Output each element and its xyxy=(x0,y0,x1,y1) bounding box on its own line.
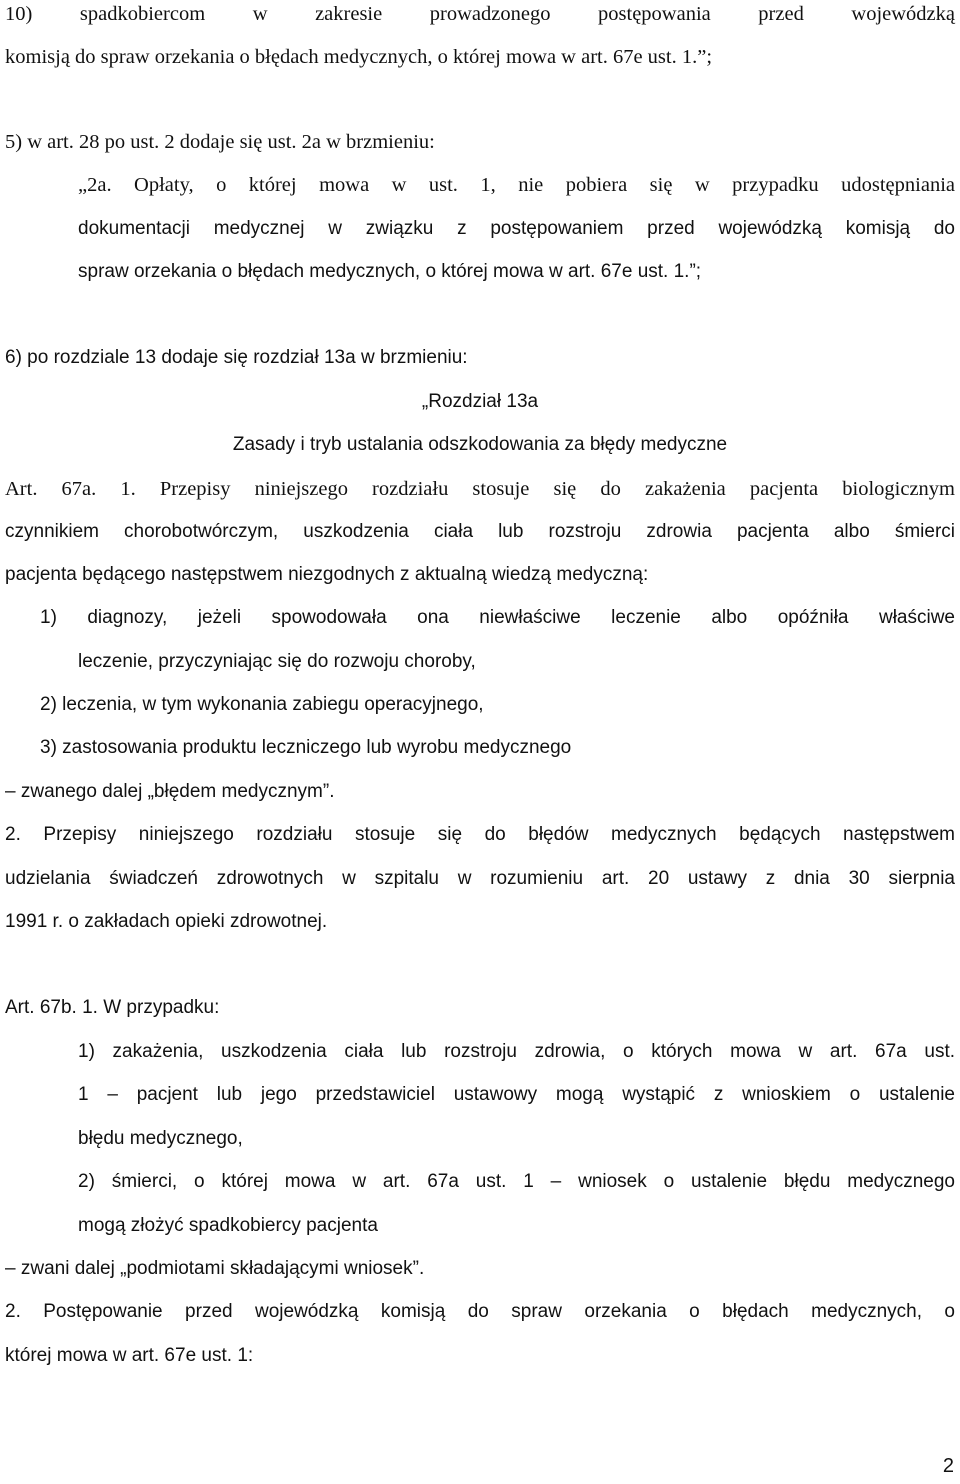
text-line: Art. 67a. 1. Przepisy niniejszego rozdziału stosuje się do zakażenia pacjenta biologicznym xyxy=(5,478,955,500)
text-line: 10) spadkobiercom w zakresie prowadzonego postępowania przed wojewódzką xyxy=(5,3,955,25)
list-item: 1) zakażenia, uszkodzenia ciała lub rozstroju zdrowia, o których mowa w art. 67a ust. xyxy=(78,1041,955,1062)
text-line: udzielania świadczeń zdrowotnych w szpitalu w rozumieniu art. 20 ustawy z dnia 30 sierpnia xyxy=(5,868,955,889)
list-item: 2) śmierci, o której mowa w art. 67a ust. 1 – wniosek o ustalenie błędu medycznego xyxy=(78,1171,955,1192)
text-line: „2a. Opłaty, o której mowa w ust. 1, nie pobiera się w przypadku udostępniania xyxy=(78,174,955,196)
text-line: której mowa w art. 67e ust. 1: xyxy=(5,1345,254,1366)
text-line: – zwani dalej „podmiotami składającymi wniosek”. xyxy=(5,1258,425,1279)
text-line: leczenie, przyczyniając się do rozwoju choroby, xyxy=(78,651,476,672)
list-item: 2) leczenia, w tym wykonania zabiegu operacyjnego, xyxy=(40,694,484,715)
text-line: mogą złożyć spadkobiercy pacjenta xyxy=(78,1215,378,1236)
text-line: dokumentacji medycznej w związku z postępowaniem przed wojewódzką komisją do xyxy=(78,218,955,239)
text-line: 2. Przepisy niniejszego rozdziału stosuje się do błędów medycznych będących następstwem xyxy=(5,824,955,845)
text-line: 1991 r. o zakładach opieki zdrowotnej. xyxy=(5,911,328,932)
text-line: komisją do spraw orzekania o błędach medycznych, o której mowa w art. 67e ust. 1.”; xyxy=(5,46,713,68)
page-number: 2 xyxy=(942,1455,954,1477)
text-line: 5) w art. 28 po ust. 2 dodaje się ust. 2a w brzmieniu: xyxy=(5,131,435,153)
text-line: pacjenta będącego następstwem niezgodnych z aktualną wiedzą medyczną: xyxy=(5,564,649,585)
list-item: 1) diagnozy, jeżeli spowodowała ona niewłaściwe leczenie albo opóźniła właściwe xyxy=(40,607,955,628)
text-line: błędu medycznego, xyxy=(78,1128,243,1149)
list-item: 3) zastosowania produktu leczniczego lub wyrobu medycznego xyxy=(40,737,572,758)
text-line: czynnikiem chorobotwórczym, uszkodzenia ciała lub rozstroju zdrowia pacjenta albo śmierci xyxy=(5,521,955,542)
text-line: Art. 67b. 1. W przypadku: xyxy=(5,997,220,1018)
chapter-subtitle: Zasady i tryb ustalania odszkodowania za błędy medyczne xyxy=(232,434,728,455)
text-line: – zwanego dalej „błędem medycznym”. xyxy=(5,781,335,802)
text-line: 1 – pacjent lub jego przedstawiciel ustawowy mogą wystąpić z wnioskiem o ustalenie xyxy=(78,1084,955,1105)
text-line: 6) po rozdziale 13 dodaje się rozdział 13a w brzmieniu: xyxy=(5,347,468,368)
text-line: 2. Postępowanie przed wojewódzką komisją do spraw orzekania o błędach medycznych, o xyxy=(5,1301,955,1322)
text-line: spraw orzekania o błędach medycznych, o której mowa w art. 67e ust. 1.”; xyxy=(78,261,702,282)
chapter-heading: „Rozdział 13a xyxy=(421,391,539,412)
